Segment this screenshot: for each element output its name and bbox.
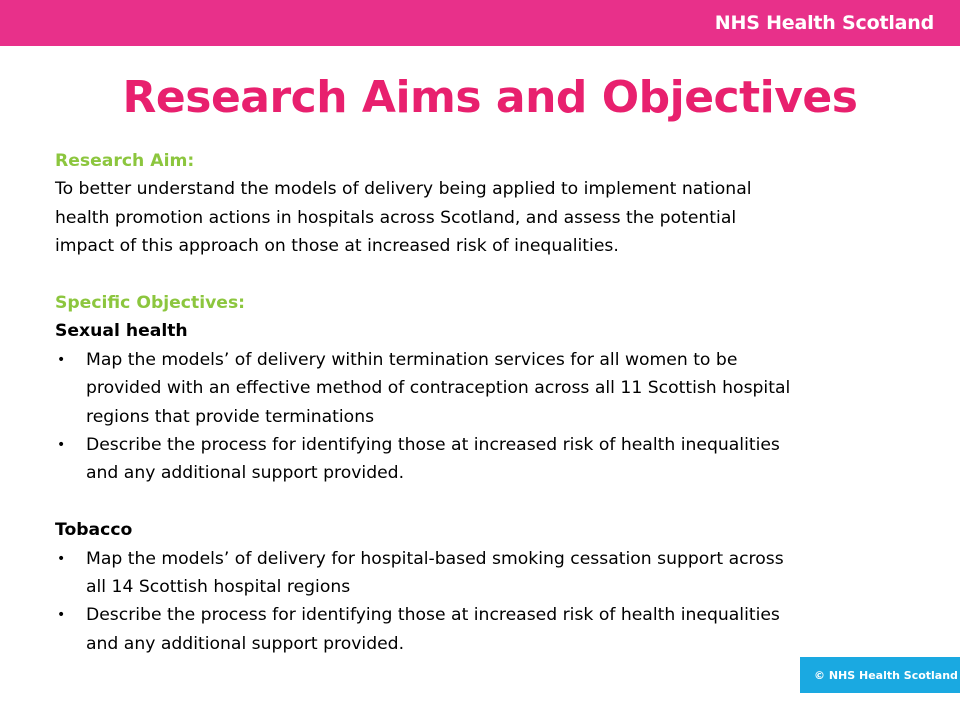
list-item: • Describe the process for identifying those at increased risk of health inequalities and any additional support provided. — [55, 601, 895, 658]
objectives-heading: Specific Objectives: — [55, 293, 246, 314]
bullet-icon: • — [57, 550, 66, 567]
research-aim-heading: Research Aim: — [55, 151, 195, 171]
sexual-health-heading: Sexual health — [55, 321, 188, 342]
header-bar — [0, 0, 960, 46]
brand-logo-text: NHS Health Scotland — [714, 12, 934, 34]
list-item: • Map the models’ of delivery within termination services for all women to be provided with an effective method of contraception across all 11 Scottish hospital regions that provide terminations — [55, 346, 895, 431]
tobacco-list — [55, 545, 895, 659]
aim-line: health promotion actions in hospitals across Scotland, and assess the potential — [55, 207, 737, 228]
bullet-icon: • — [57, 607, 66, 624]
aim-line: impact of this approach on those at increased risk of inequalities. — [55, 236, 619, 257]
bullet-icon: • — [57, 437, 66, 454]
list-item: • Map the models’ of delivery for hospital-based smoking cessation support across all 14 Scottish hospital regions — [55, 545, 895, 602]
page-title: Research Aims and Objectives — [122, 72, 858, 123]
slide-content — [55, 147, 895, 658]
research-aim-text — [55, 175, 895, 260]
tobacco-heading: Tobacco — [55, 520, 133, 541]
list-item: • Describe the process for identifying those at increased risk of health inequalities and any additional support provided. — [55, 431, 895, 488]
aim-line: To better understand the models of delivery being applied to implement national — [55, 179, 752, 200]
copyright-badge: © NHS Health Scotland — [800, 657, 960, 693]
bullet-icon: • — [57, 351, 66, 368]
sexual-health-list — [55, 346, 895, 488]
